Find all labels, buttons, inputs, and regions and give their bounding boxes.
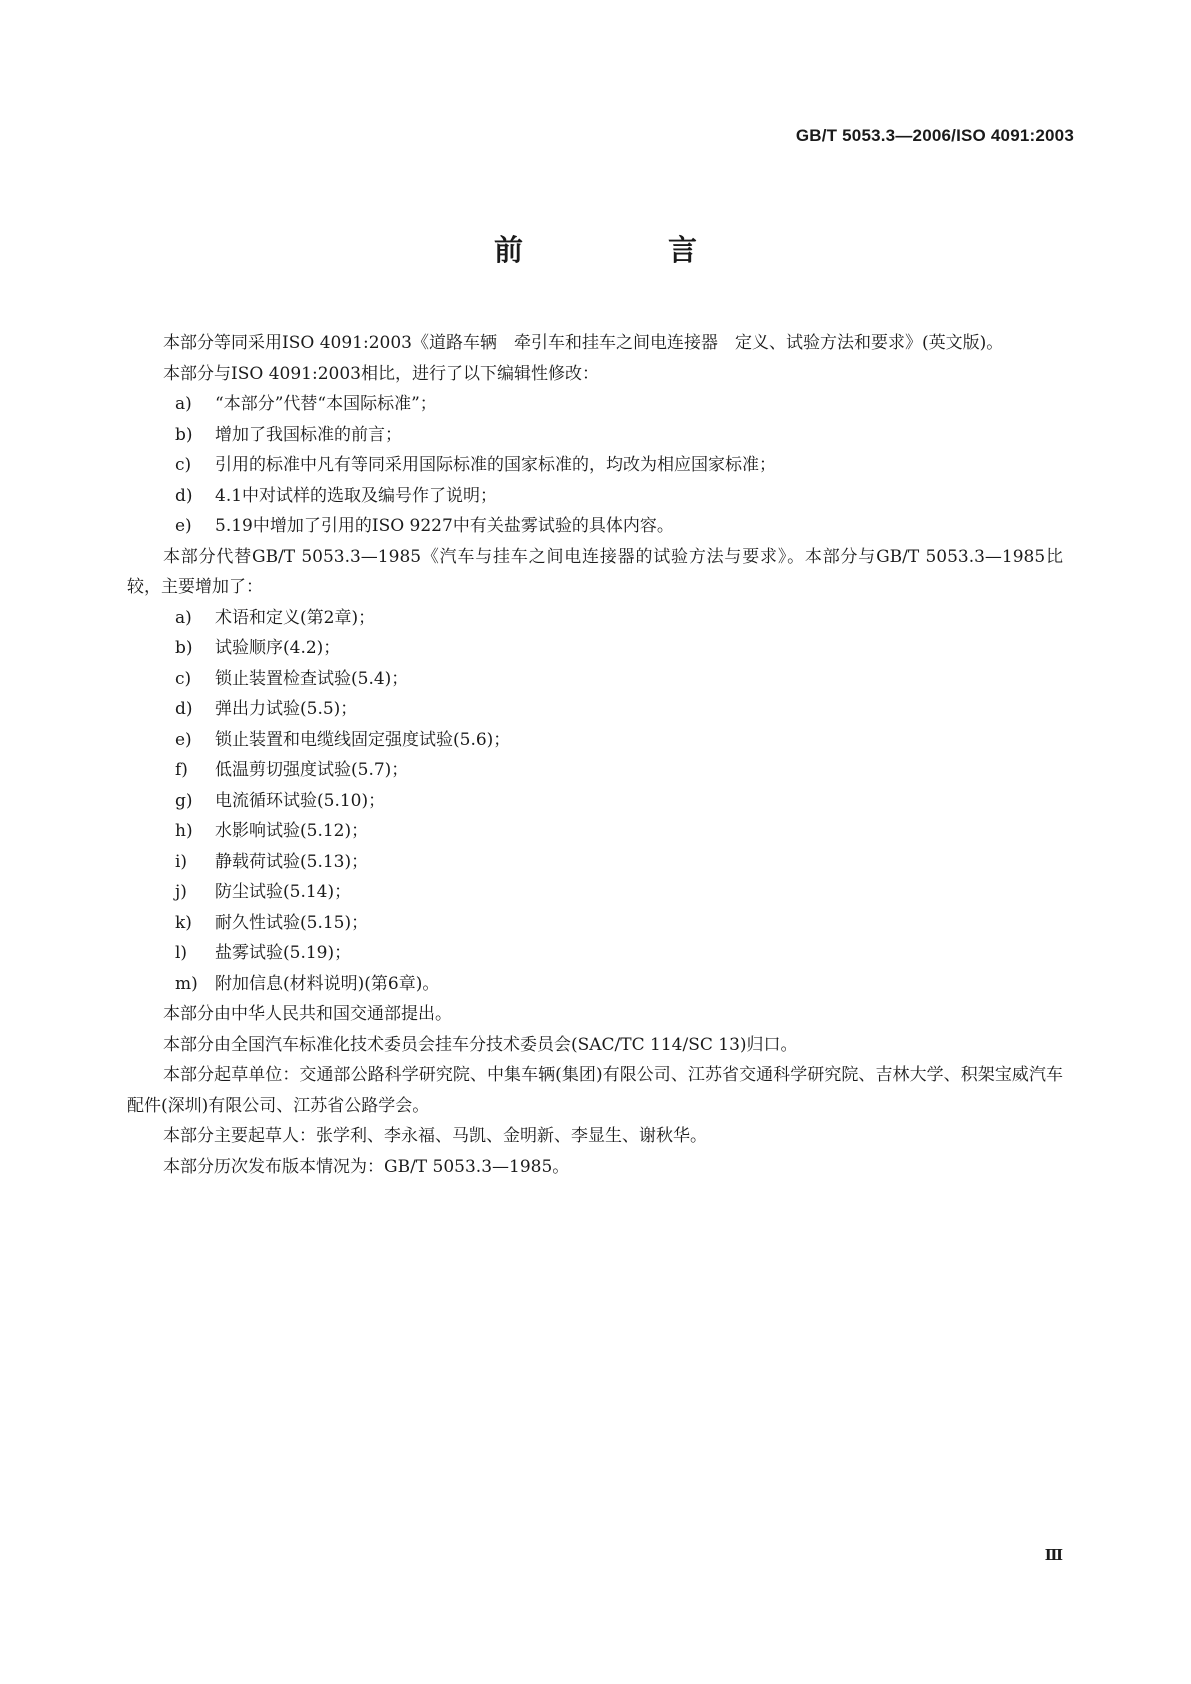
list-marker: e) xyxy=(175,729,192,750)
list-item xyxy=(127,633,1063,664)
list-marker: a) xyxy=(175,607,192,628)
list-item xyxy=(127,938,1063,969)
paragraph-proposer: 本部分由中华人民共和国交通部提出。 xyxy=(163,1004,452,1024)
edits-list xyxy=(127,389,1063,542)
list-marker: m) xyxy=(175,973,198,994)
page-number: Ⅲ xyxy=(1044,1546,1063,1564)
list-item-text: 低温剪切强度试验(5.7)； xyxy=(215,760,409,780)
list-item-text: 4.1中对试样的选取及编号作了说明； xyxy=(215,485,498,506)
list-marker: a) xyxy=(175,394,192,414)
list-item xyxy=(127,755,1063,786)
paragraph-replaces: 本部分代替GB/T 5053.3—1985《汽车与挂车之间电连接器的试验方法与要求》。本部分与GB/T 5053.3—1985比较，主要增加了： xyxy=(127,546,1063,597)
list-marker: j) xyxy=(175,882,187,902)
paragraph-adoption: 本部分等同采用ISO 4091:2003《道路车辆 牵引车和挂车之间电连接器 定义、试验方法和要求》(英文版)。 xyxy=(163,333,1004,353)
list-marker: k) xyxy=(175,912,192,933)
list-marker: c) xyxy=(175,668,192,689)
list-marker: e) xyxy=(175,516,192,536)
list-item xyxy=(127,603,1063,634)
list-item xyxy=(127,725,1063,756)
list-marker: f) xyxy=(175,760,188,780)
paragraph-committee: 本部分由全国汽车标准化技术委员会挂车分技术委员会(SAC/TC 114/SC 13)归口。 xyxy=(163,1034,798,1055)
list-item xyxy=(127,694,1063,725)
list-item xyxy=(127,969,1063,1000)
list-marker: b) xyxy=(175,638,193,658)
list-item xyxy=(127,877,1063,908)
list-item xyxy=(127,511,1063,542)
list-item-text: 耐久性试验(5.15)； xyxy=(215,912,369,933)
list-item-text: 试验顺序(4.2)； xyxy=(215,638,341,658)
list-item xyxy=(127,450,1063,481)
list-marker: b) xyxy=(175,424,193,445)
list-marker: i) xyxy=(175,851,188,872)
list-item-text: 5.19中增加了引用的ISO 9227中有关盐雾试验的具体内容。 xyxy=(215,516,674,536)
standard-code: GB/T 5053.3—2006/ISO 4091:2003 xyxy=(795,126,1074,145)
list-item-text: 水影响试验(5.12)； xyxy=(215,821,369,841)
list-item-text: 增加了我国标准的前言； xyxy=(215,424,402,445)
foreword-body xyxy=(127,328,1063,1182)
list-marker: l) xyxy=(175,943,188,963)
page-title: 前 言 xyxy=(493,233,755,267)
list-item-text: 电流循环试验(5.10)； xyxy=(215,790,386,811)
list-item xyxy=(127,816,1063,847)
list-item xyxy=(127,786,1063,817)
list-item-text: 防尘试验(5.14)； xyxy=(215,882,352,902)
list-item xyxy=(127,664,1063,695)
list-item-text: 锁止装置检查试验(5.4)； xyxy=(215,668,409,689)
list-item xyxy=(127,847,1063,878)
additions-list xyxy=(127,603,1063,1000)
list-item xyxy=(127,481,1063,512)
list-item-text: 附加信息(材料说明)(第6章)。 xyxy=(215,973,440,994)
list-marker: d) xyxy=(175,485,193,506)
paragraph-drafters: 本部分主要起草人：张学利、李永福、马凯、金明新、李显生、谢秋华。 xyxy=(163,1126,707,1146)
paragraph-drafting-units: 本部分起草单位：交通部公路科学研究院、中集车辆(集团)有限公司、江苏省交通科学研究院、吉林大学、积架宝威汽车配件(深圳)有限公司、江苏省公路学会。 xyxy=(127,1065,1063,1116)
list-item-text: 锁止装置和电缆线固定强度试验(5.6)； xyxy=(215,729,511,750)
paragraph-history: 本部分历次发布版本情况为：GB/T 5053.3—1985。 xyxy=(163,1156,570,1177)
list-marker: d) xyxy=(175,699,193,719)
list-item xyxy=(127,420,1063,451)
list-item-text: 弹出力试验(5.5)； xyxy=(215,699,358,719)
list-marker: h) xyxy=(175,821,193,841)
list-item-text: 盐雾试验(5.19)； xyxy=(215,943,352,963)
paragraph-edits-intro: 本部分与ISO 4091:2003相比，进行了以下编辑性修改： xyxy=(163,363,599,384)
list-marker: g) xyxy=(175,790,193,811)
list-item xyxy=(127,389,1063,420)
list-item-text: 术语和定义(第2章)； xyxy=(215,607,376,628)
list-item-text: 静载荷试验(5.13)； xyxy=(215,851,369,872)
list-marker: c) xyxy=(175,455,192,475)
list-item-text: 引用的标准中凡有等同采用国际标准的国家标准的，均改为相应国家标准； xyxy=(215,455,776,475)
list-item-text: “本部分”代替“本国际标准”； xyxy=(215,394,437,414)
list-item xyxy=(127,908,1063,939)
